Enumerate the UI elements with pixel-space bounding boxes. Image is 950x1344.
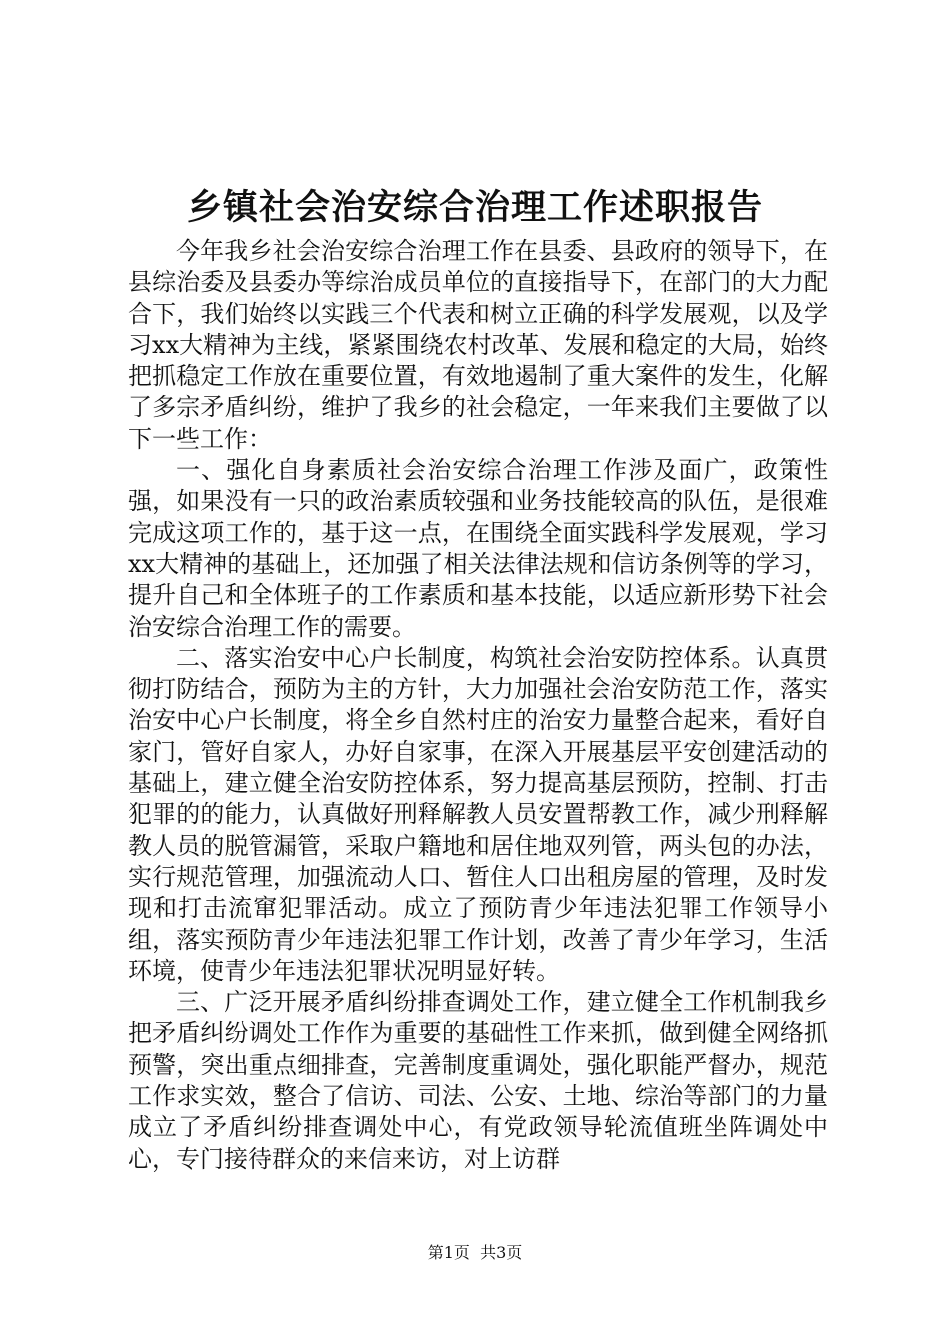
document-title: 乡镇社会治安综合治理工作述职报告 [186,187,763,228]
document-body [128,236,828,1175]
paragraph-section-3: 三、广泛开展矛盾纠纷排查调处工作，建立健全工作机制我乡把矛盾纠纷调处工作作为重要的基础性工作来抓，做到健全网络抓预警，突出重点细排查，完善制度重调处，强化职能严督办，规范工作求实效，整合了信访、司法、公安、土地、综治等部门的力量成立了矛盾纠纷排查调处中心，有党政领导轮流值班坐阵调处中心，专门接待群众的来信来访，对上访群 [128,988,828,1173]
paragraph-section-1: 一、强化自身素质社会治安综合治理工作涉及面广，政策性强，如果没有一只的政治素质较强和业务技能较高的队伍，是很难完成这项工作的，基于这一点，在围绕全面实践科学发展观，学习xx大精神的基础上，还加强了相关法律法规和信访条例等的学习，提升自己和全体班子的工作素质和基本技能，以适应新形势下社会治安综合治理工作的需要。 [128,456,828,641]
paragraph-intro: 今年我乡社会治安综合治理工作在县委、县政府的领导下，在县综治委及县委办等综治成员单位的直接指导下，在部门的大力配合下，我们始终以实践三个代表和树立正确的科学发展观，以及学习xx大精神为主线，紧紧围绕农村改革、发展和稳定的大局，始终把抓稳定工作放在重要位置，有效地遏制了重大案件的发生，化解了多宗矛盾纠纷，维护了我乡的社会稳定，一年来我们主要做了以下一些工作： [128,237,828,453]
page-footer [0,1242,950,1264]
page-total: 共3页 [480,1243,523,1262]
paragraph-section-2: 二、落实治安中心户长制度，构筑社会治安防控体系。认真贯彻打防结合，预防为主的方针，大力加强社会治安防范工作，落实治安中心户长制度，将全乡自然村庄的治安力量整合起来，看好自家门，管好自家人，办好自家事，在深入开展基层平安创建活动的基础上，建立健全治安防控体系，努力提高基层预防，控制、打击犯罪的的能力，认真做好刑释解教人员安置帮教工作，减少刑释解教人员的脱管漏管，采取户籍地和居住地双列管，两头包的办法，实行规范管理，加强流动人口、暂住人口出租房屋的管理，及时发现和打击流窜犯罪活动。成立了预防青少年违法犯罪工作领导小组，落实预防青少年违法犯罪工作计划，改善了青少年学习，生活环境，使青少年违法犯罪状况明显好转。 [128,643,828,985]
page-number: 第1页 [427,1243,470,1262]
